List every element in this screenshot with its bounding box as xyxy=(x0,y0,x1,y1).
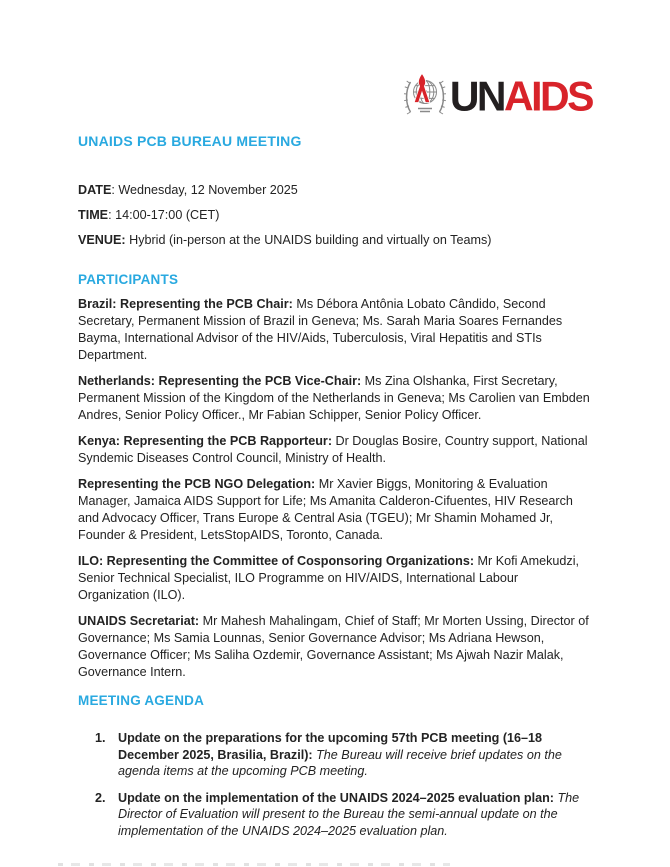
agenda-item-detail: The Bureau will receive brief updates on the agenda items at the upcoming PCB meeting. xyxy=(118,747,562,778)
participant-entry-brazil xyxy=(78,296,592,364)
header xyxy=(0,0,670,120)
meeting-agenda-heading: MEETING AGENDA xyxy=(78,693,205,708)
meta-venue-label: VENUE: xyxy=(78,233,126,247)
agenda-list xyxy=(78,730,592,839)
participant-lead: ILO: Representing the Committee of Cosponsoring Organizations: xyxy=(78,554,475,568)
logo-aids-text: AIDS xyxy=(504,72,592,119)
meta-venue xyxy=(78,232,592,248)
participant-entry-unaids-secretariat xyxy=(78,613,592,681)
meta-date-label: DATE xyxy=(78,183,112,197)
meta-date-sep: : xyxy=(111,183,119,197)
participant-text: Ms Débora Antônia Lobato Cândido, Second Secretary, Permanent Mission of Brazil in Geneva; Ms. Sarah Maria Soares Fernandes Bayma, International Advisor of the HIV/Aids, Tuberculosis, Viral Hepatitis and STIs Department. xyxy=(78,297,563,362)
page-title: UNAIDS PCB BUREAU MEETING xyxy=(78,133,302,149)
participant-lead: UNAIDS Secretariat: xyxy=(78,614,200,628)
participant-lead: Netherlands: Representing the PCB Vice-Chair: xyxy=(78,374,362,388)
meeting-meta xyxy=(78,182,592,248)
unaids-logo xyxy=(402,72,592,120)
meta-venue-value: Hybrid (in-person at the UNAIDS building and virtually on Teams) xyxy=(129,233,492,247)
agenda-item-detail: The Director of Evaluation will present to the Bureau the semi-annual update on the implementation of the UNAIDS 2024–2025 evaluation plan. xyxy=(118,790,580,838)
agenda-item-number: 2. xyxy=(95,790,106,805)
page-bottom-scan-artifact xyxy=(58,863,450,866)
participant-entry-netherlands xyxy=(78,373,592,424)
agenda-item-body xyxy=(118,790,592,840)
meta-date-value: Wednesday, 12 November 2025 xyxy=(118,183,298,197)
meta-time-label: TIME xyxy=(78,208,109,222)
participant-text: Mr Mahesh Mahalingam, Chief of Staff; Mr Morten Ussing, Director of Governance; Ms Samia Lounnas, Senior Governance Advisor; Ms Adriana Hewson, Governance Officer; Ms Saliha Ozdemir, Governance Assistant; Ms Ajwah Nazir Malak, Governance Intern. xyxy=(78,614,589,679)
agenda-item-2 xyxy=(78,790,592,840)
meta-time-sep: : xyxy=(108,208,116,222)
participant-lead: Representing the PCB NGO Delegation: xyxy=(78,477,316,491)
agenda-item-lead: Update on the preparations for the upcoming 57th PCB meeting (16–18 December 2025, Brasilia, Brazil): xyxy=(118,731,543,762)
participant-lead: Kenya: Representing the PCB Rapporteur: xyxy=(78,434,333,448)
participant-text: Ms Zina Olshanka, First Secretary, Permanent Mission of the Kingdom of the Netherlands in Geneva; Ms Carolien van Embden Andres, Senior Policy Officer., Mr Fabian Schipper, Senior Policy Officer. xyxy=(78,374,590,422)
agenda-item-lead: Update on the implementation of the UNAIDS 2024–2025 evaluation plan: xyxy=(118,790,558,805)
unaids-logo-text xyxy=(449,72,592,119)
participants-heading: PARTICIPANTS xyxy=(78,272,179,287)
participant-entry-ngo-delegation xyxy=(78,476,592,544)
un-emblem-ribbon-icon xyxy=(402,72,448,120)
meta-date xyxy=(78,182,592,198)
participant-entry-ilo xyxy=(78,553,592,604)
meta-time xyxy=(78,207,592,223)
participant-text: Mr Kofi Amekudzi, Senior Technical Specialist, ILO Programme on HIV/AIDS, International Labour Organization (ILO). xyxy=(78,554,580,602)
agenda-item-body xyxy=(118,730,592,780)
agenda-item-1 xyxy=(78,730,592,780)
participant-text: Dr Douglas Bosire, Country support, National Syndemic Diseases Control Council, Ministry of Health. xyxy=(78,434,588,465)
participant-lead: Brazil: Representing the PCB Chair: xyxy=(78,297,293,311)
agenda-item-number: 1. xyxy=(95,731,106,745)
logo-un-text: UN xyxy=(449,72,505,119)
participant-entry-kenya xyxy=(78,433,592,467)
meta-time-value: 14:00-17:00 (CET) xyxy=(115,208,220,222)
participant-text: Mr Xavier Biggs, Monitoring & Evaluation Manager, Jamaica AIDS Support for Life; Ms Amanita Calderon-Cifuentes, HIV Research and Advocacy Officer, Trans Europe & Central Asia (TGEU); Mr Shamin Mohamed Jr, Founder & President, LetsStopAIDS, Toronto, Canada. xyxy=(78,477,573,542)
